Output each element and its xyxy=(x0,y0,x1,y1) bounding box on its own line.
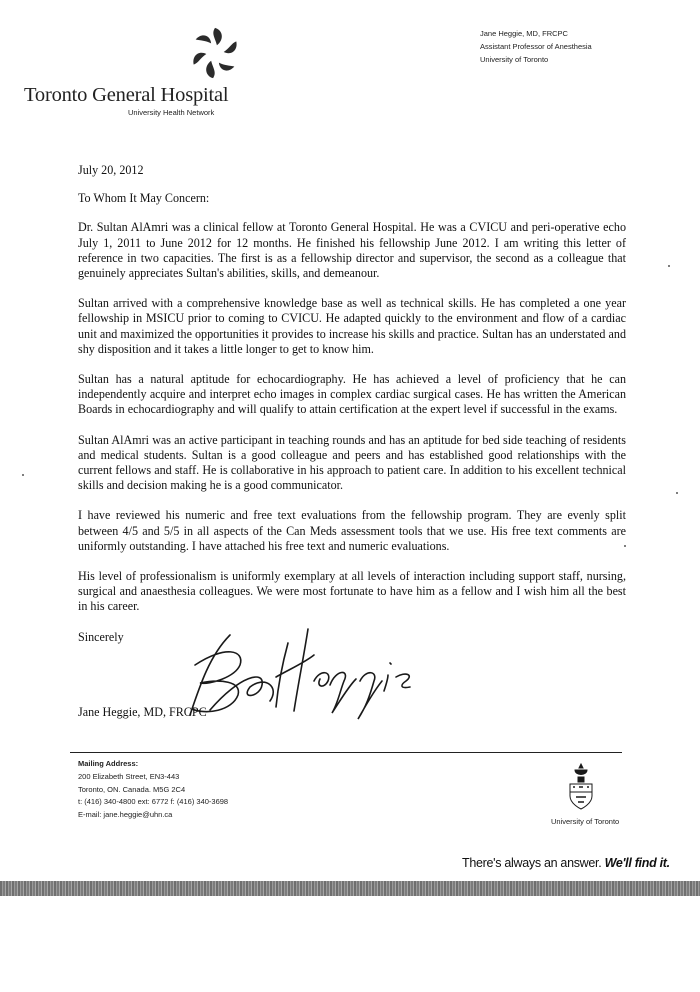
leaf-circle-logo-icon xyxy=(186,24,244,82)
email-address: E-mail: jane.heggie@uhn.ca xyxy=(78,810,173,820)
tagline xyxy=(462,856,670,870)
phone-fax: t: (416) 340-4800 ext: 6772 f: (416) 340-3698 xyxy=(78,797,229,807)
paragraph: Dr. Sultan AlAmri was a clinical fellow at Toronto General Hospital. He was a CVICU and peri-operative echo July 1, 2011 to June 2012 for 12 months. He finished his fellowship June 2012. I am writing this letter of reference in two capacities. The first is as a fellowship director and supervisor, the second as a colleague that genuinely appreciates Sultan's abilities, skills, and demeanour. xyxy=(78,220,626,281)
paragraph: His level of professionalism is uniformly exemplary at all levels of interaction including support staff, nursing, surgical and anaesthesia colleagues. We were most fortunate to have him as a fellow and I wish him all the best in his career. xyxy=(78,569,626,614)
network-name: University Health Network xyxy=(128,108,215,117)
signer-name: Jane Heggie, MD, FRCPC xyxy=(78,705,207,719)
closing: Sincerely xyxy=(78,629,124,644)
sender-title: Assistant Professor of Anesthesia xyxy=(480,42,592,51)
hospital-name: Toronto General Hospital xyxy=(24,84,229,106)
sender-block xyxy=(480,27,592,66)
paragraph: Sultan has a natural aptitude for echocardiography. He has achieved a level of proficiency that he can independently acquire and interpret echo images in complex cardiac surgical cases. He has written the American Boards in echocardiography and will qualify to attain certification at the expert level if successful in the exams. xyxy=(78,372,626,417)
sender-institution: University of Toronto xyxy=(480,55,549,64)
university-label: University of Toronto xyxy=(551,817,620,826)
mailing-label: Mailing Address: xyxy=(78,759,139,768)
mailing-address xyxy=(78,758,228,822)
scan-edge-band xyxy=(0,881,700,896)
paragraph: I have reviewed his numeric and free text evaluations from the fellowship program. They are evenly split between 4/5 and 5/5 in all aspects of the Can Meds assessment tools that we use. His free text comments are uniformly outstanding. I have attached his free text and numeric evaluations. xyxy=(78,508,626,553)
footer-divider xyxy=(70,752,622,753)
city-address: Toronto, ON. Canada. M5G 2C4 xyxy=(78,784,186,794)
scan-speck xyxy=(668,265,670,267)
salutation: To Whom It May Concern: xyxy=(78,191,210,206)
university-crest-icon xyxy=(566,762,596,812)
tagline-emphasis: We'll find it. xyxy=(604,856,670,870)
paragraph: Sultan arrived with a comprehensive knowledge base as well as technical skills. He has completed a one year fellowship in MSICU prior to coming to CVICU. He adapted quickly to the environment and flow of a cardiac unit and maximized the opportunities it provides to increase his skills and practice. Sultan has an understated and shy disposition and it takes a little longer to get to know him. xyxy=(78,296,626,356)
letter-body xyxy=(78,163,626,645)
handwritten-signature xyxy=(170,615,460,735)
street-address: 200 Elizabeth Street, EN3-443 xyxy=(78,771,180,781)
paragraph: Sultan AlAmri was an active participant in teaching rounds and has an aptitude for bed side teaching of residents and medical students. Sultan is a good colleague and peers and has established good relationships with the current fellows and staff. He is collaborative in his approach to patient care. In addition to his excellent technical skills and decision making he is a good communicator. xyxy=(78,432,626,493)
tagline-plain: There's always an answer. xyxy=(462,856,605,870)
scan-speck xyxy=(22,474,24,476)
letter-date: July 20, 2012 xyxy=(78,163,144,177)
sender-name: Jane Heggie, MD, FRCPC xyxy=(480,29,568,38)
scan-speck xyxy=(624,545,626,547)
scan-speck xyxy=(676,492,678,494)
